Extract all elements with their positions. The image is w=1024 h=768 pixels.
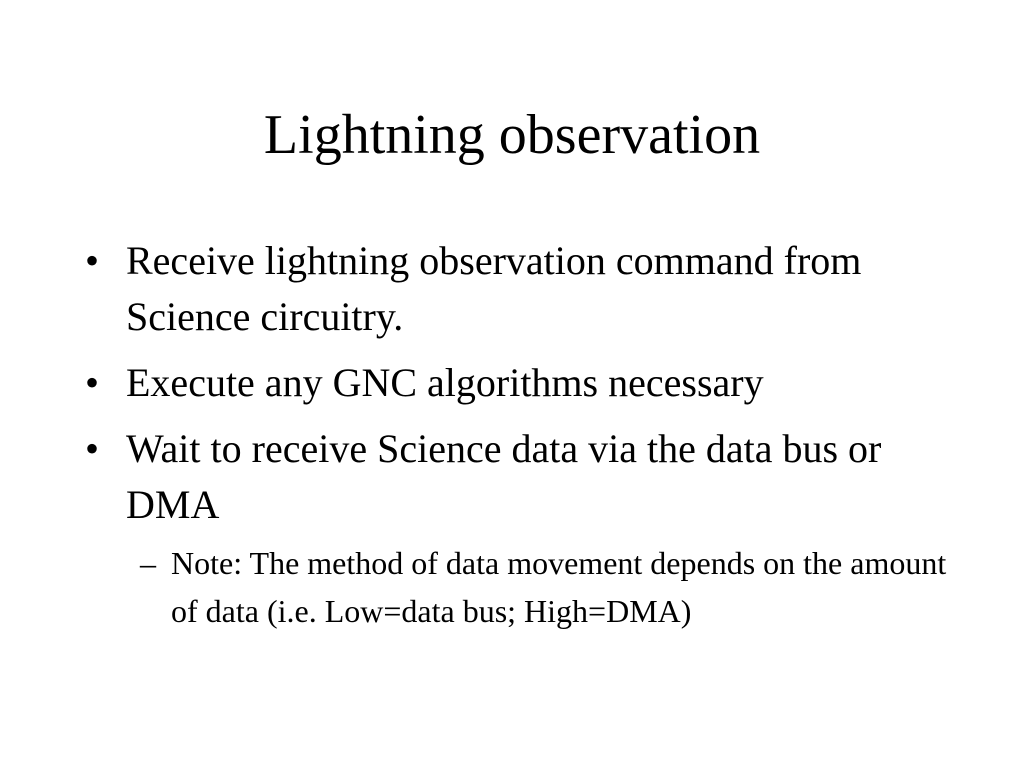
slide-title: Lightning observation <box>263 104 761 166</box>
bullet-text: Execute any GNC algorithms necessary <box>126 360 764 405</box>
sub-bullet-marker: – <box>140 545 156 581</box>
bullet-item <box>82 233 962 345</box>
bullet-item <box>82 355 962 411</box>
sub-bullet-text: Note: The method of data movement depends on the amount of data (i.e. Low=data bus; High=DMA) <box>171 545 947 629</box>
bullet-list <box>82 233 962 635</box>
bullet-text: Wait to receive Science data via the data bus or DMA <box>126 426 882 527</box>
bullet-marker: • <box>85 426 100 471</box>
bullet-marker: • <box>85 238 100 283</box>
bullet-item <box>82 421 962 533</box>
bullet-text: Receive lightning observation command from Science circuitry. <box>126 238 862 339</box>
bullet-marker: • <box>85 360 100 405</box>
sub-bullet-item <box>82 539 962 635</box>
